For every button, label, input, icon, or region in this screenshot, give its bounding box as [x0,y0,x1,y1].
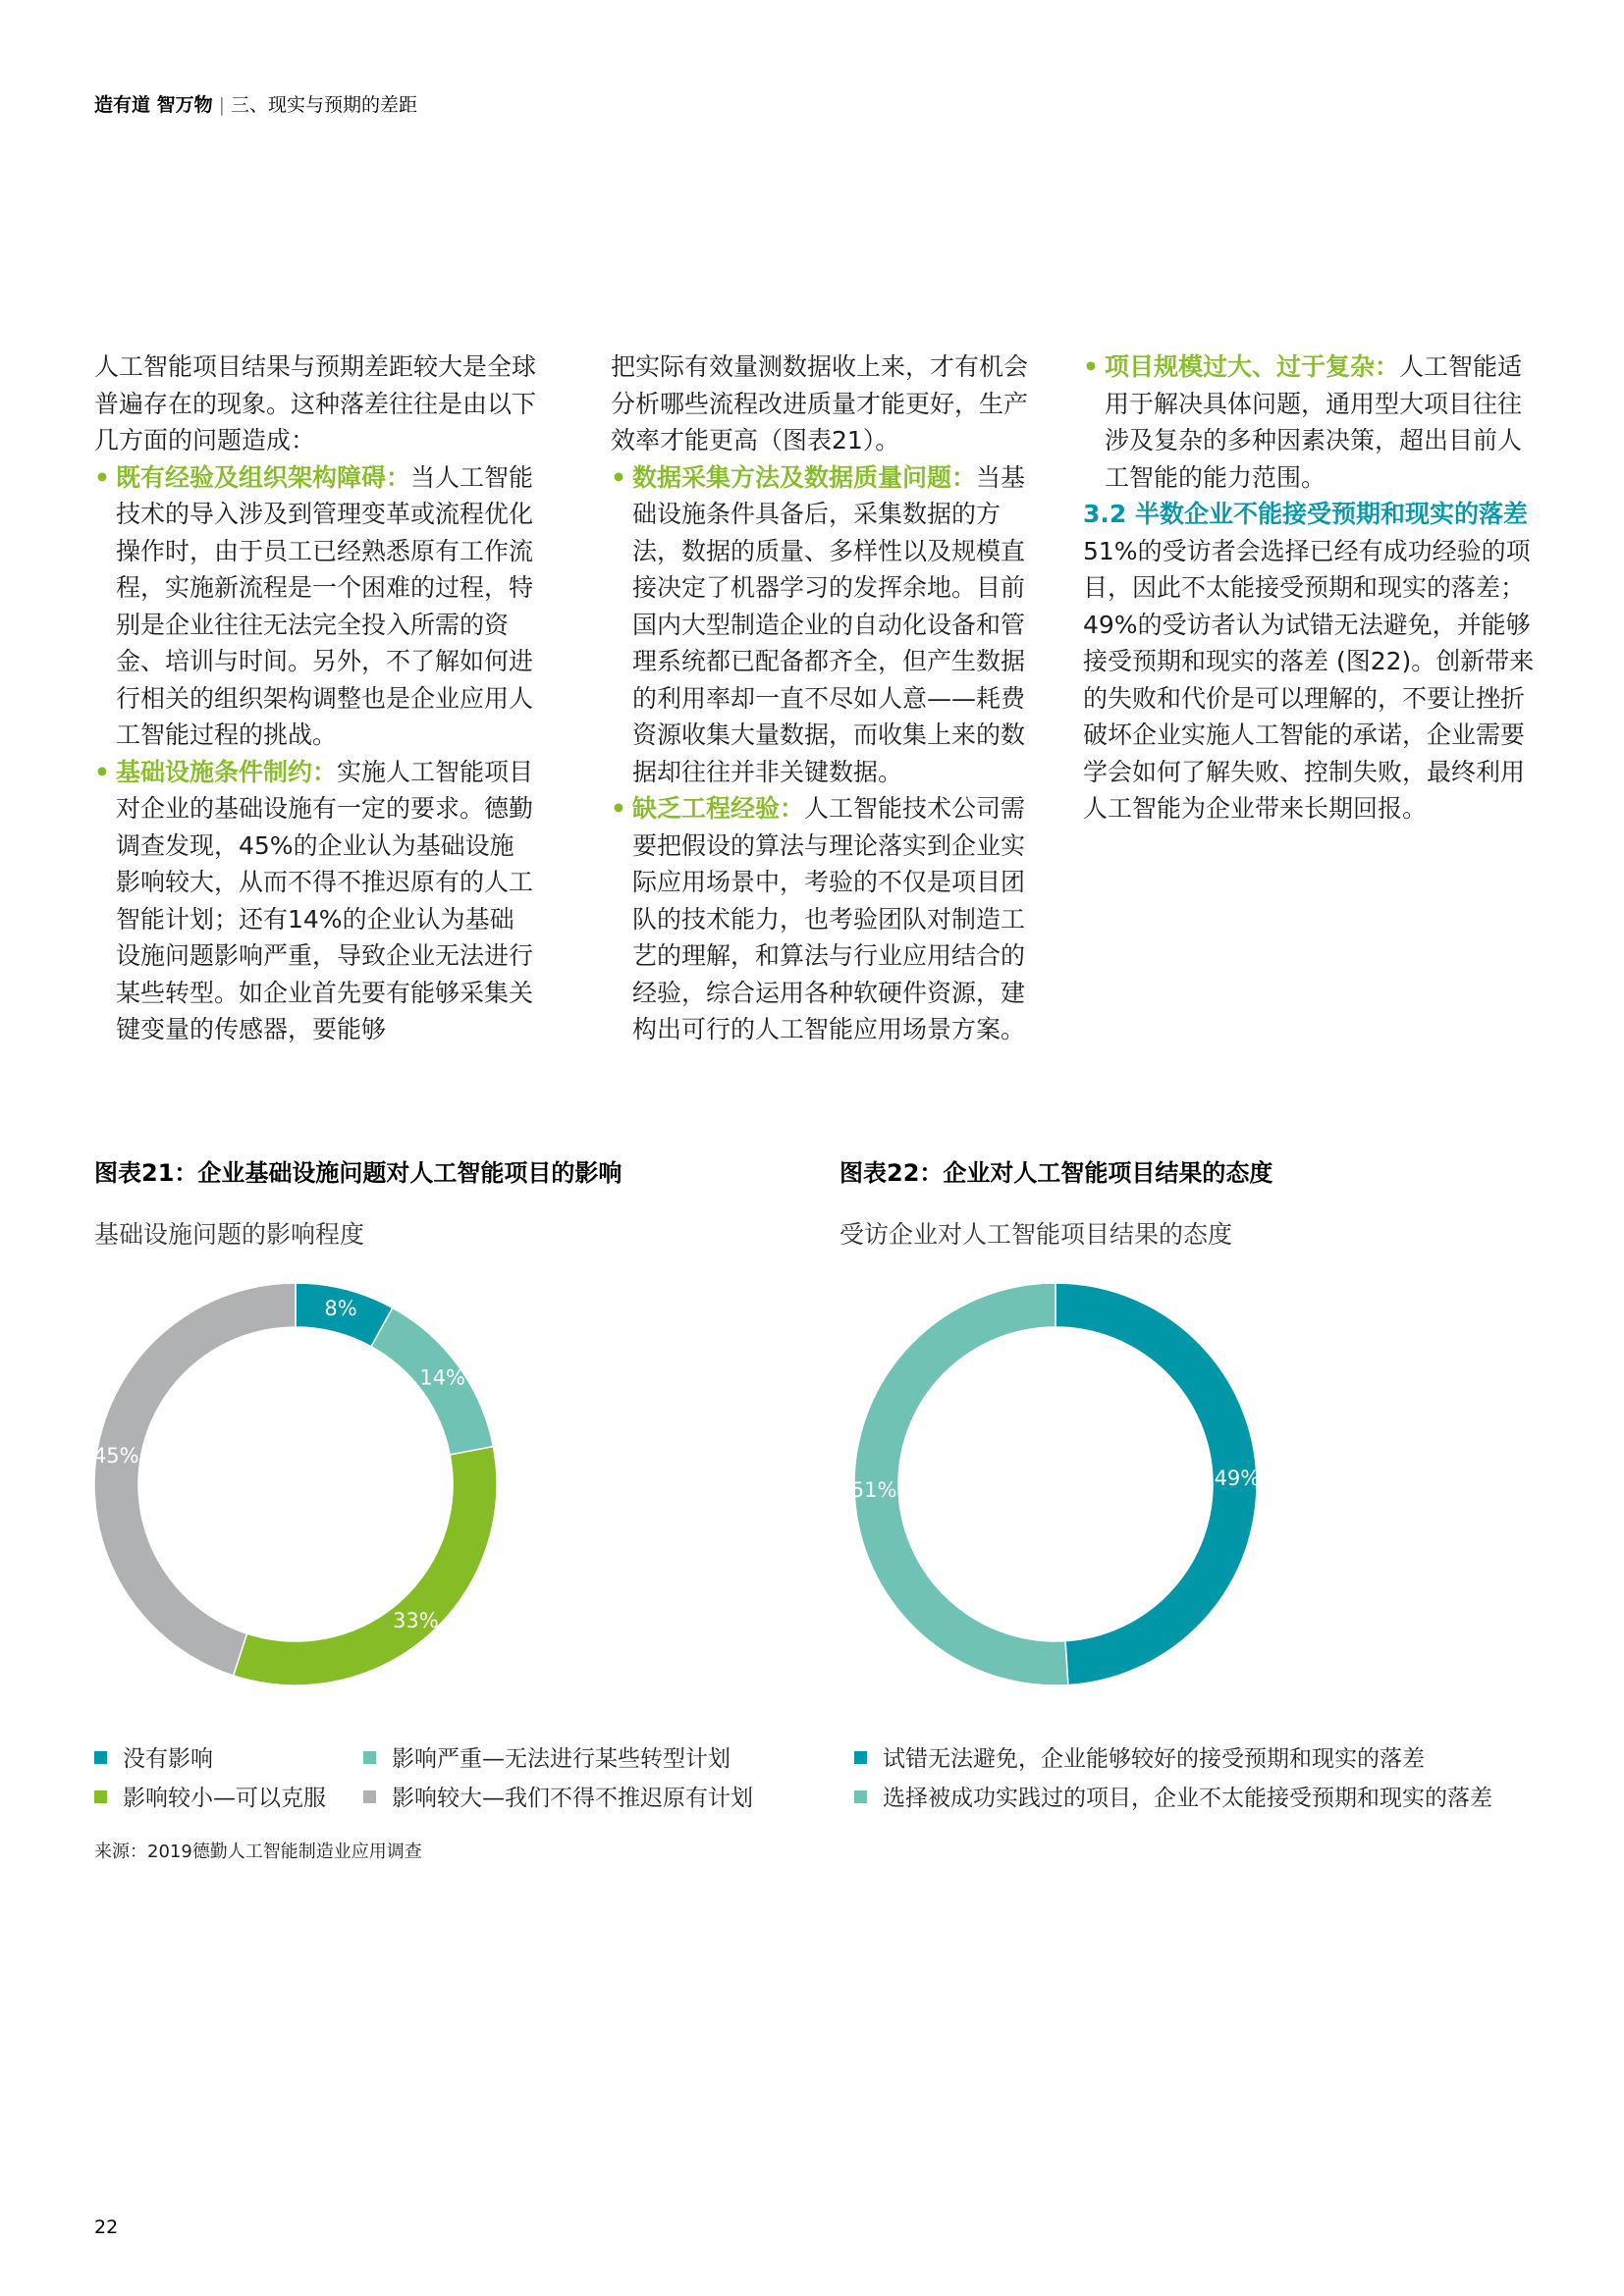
bullet-text: 人工智能适用于解决具体问题，通用型大项目往往涉及复杂的多种因素决策，超出目前人工智能的能力范围。 [1105,352,1523,492]
source-note: 来源：2019德勤人工智能制造业应用调查 [94,1842,422,1862]
donut-slice [94,1283,296,1676]
legend-label: 试错无法避免，企业能够较好的接受预期和现实的落差 [883,1746,1425,1772]
legend-label: 影响较小—可以克服 [123,1786,326,1811]
fig21-subtitle: 基础设施问题的影响程度 [94,1220,365,1249]
page-number: 22 [94,2216,119,2238]
fig21-title: 图表21：企业基础设施问题对人工智能项目的影响 [94,1159,623,1187]
bullet-engineering [611,790,1033,1048]
slice-label: 51% [850,1477,897,1502]
section-paragraph: 51%的受访者会选择已经有成功经验的项目，因此不太能接受预期和现实的落差；49%的受访者认为试错无法避免，并能够接受预期和现实的落差 (图22)。创新带来的失败和代价是可以理解的，不要让挫折破坏企业实施人工智能的承诺，企业需要学会如何了解失败、控制失败，最终利用人工智能为企业带来长期回报。 [1083,536,1535,823]
legend-label: 没有影响 [123,1746,213,1772]
slice-label: 45% [92,1444,139,1468]
text-column-3 [1083,348,1535,828]
slice-label: 14% [419,1365,466,1390]
legend-swatch [854,1790,867,1803]
bullet-keyword: 基础设施条件制约： [116,757,338,786]
bullet-experience-org [94,459,536,754]
bullet-text: 人工智能技术公司需要把假设的算法与理论落实到企业实际应用场景中，考验的不仅是项目团队的技术能力，也考验团队对制造工艺的理解，和算法与行业应用结合的经验，综合运用各种软硬件资源，建构出可行的人工智能应用场景方案。 [632,794,1026,1043]
bullet-dot-icon: • [611,462,626,492]
slice-label: 33% [392,1608,439,1632]
running-header [94,90,417,117]
legend-swatch [94,1790,107,1803]
bullet-text: 当人工智能技术的导入涉及到管理变革或流程优化操作时，由于员工已经熟悉原有工作流程，实施新流程是一个困难的过程，特别是企业往往无法完全投入所需的资金、培训与时间。另外，不了解如何进行相关的组织架构调整也是企业应用人工智能过程的挑战。 [116,462,534,749]
fig22-subtitle: 受访企业对人工智能项目结果的态度 [839,1220,1233,1249]
bullet-keyword: 数据采集方法及数据质量问题： [632,462,977,492]
text-column-1 [94,348,536,1048]
legend-item [363,1780,753,1812]
bullet-dot-icon: • [94,462,110,492]
donut-slice [234,1447,497,1685]
bullet-dot-icon: • [611,794,626,823]
legend-item [854,1740,1425,1773]
section-heading: 3.2 半数企业不能接受预期和现实的落差 [1083,500,1528,528]
header-section: 三、现实与预期的差距 [231,94,418,116]
continued-paragraph: 把实际有效量测数据收上来，才有机会分析哪些流程改进质量才能更好，生产效率才能更高（图表21）。 [611,352,1029,454]
bullet-project-scale [1083,348,1535,496]
header-brand: 造有道 智万物 [94,94,213,116]
fig21-donut-chart [94,1283,497,1685]
bullet-keyword: 缺乏工程经验： [632,794,805,823]
legend-item [94,1780,326,1812]
bullet-text: 实施人工智能项目对企业的基础设施有一定的要求。德勤调查发现，45%的企业认为基础设施影响较大，从而不得不推迟原有的人工智能计划；还有14%的企业认为基础设施问题影响严重，导致企业无法进行某些转型。如企业首先要有能够采集关键变量的传感器，要能够 [116,757,534,1043]
slice-label: 49% [1214,1467,1261,1491]
bullet-dot-icon: • [94,757,110,786]
legend-swatch [363,1751,376,1764]
header-separator: | [218,94,226,116]
fig22-donut-chart [850,1283,1261,1685]
bullet-data-quality [611,459,1033,791]
bullet-text: 当基础设施条件具备后，采集数据的方法，数据的质量、多样性以及规模直接决定了机器学习的发挥余地。目前国内大型制造企业的自动化设备和管理系统都已配备都齐全，但产生数据的利用率却一直不尽如人意——耗费资源收集大量数据，而收集上来的数据却往往并非关键数据。 [632,462,1026,786]
intro-paragraph: 人工智能项目结果与预期差距较大是全球普遍存在的现象。这种落差往往是由以下几方面的问题造成： [94,352,537,454]
legend-label: 影响严重—无法进行某些转型计划 [392,1746,731,1772]
bullet-infrastructure [94,754,536,1048]
legend-swatch [854,1751,867,1764]
bullet-dot-icon: • [1083,352,1099,381]
legend-label: 选择被成功实践过的项目，企业不太能接受预期和现实的落差 [883,1786,1492,1811]
text-column-2 [611,348,1033,1048]
slice-label: 8% [324,1296,357,1320]
bullet-keyword: 既有经验及组织架构障碍： [116,462,411,492]
legend-swatch [94,1751,107,1764]
legend-item [94,1740,213,1773]
legend-swatch [363,1790,376,1803]
legend-label: 影响较大—我们不得不推迟原有计划 [392,1786,753,1811]
fig22-title: 图表22：企业对人工智能项目结果的态度 [839,1159,1273,1187]
legend-item [854,1780,1492,1812]
bullet-keyword: 项目规模过大、过于复杂： [1105,352,1400,381]
legend-item [363,1740,731,1773]
